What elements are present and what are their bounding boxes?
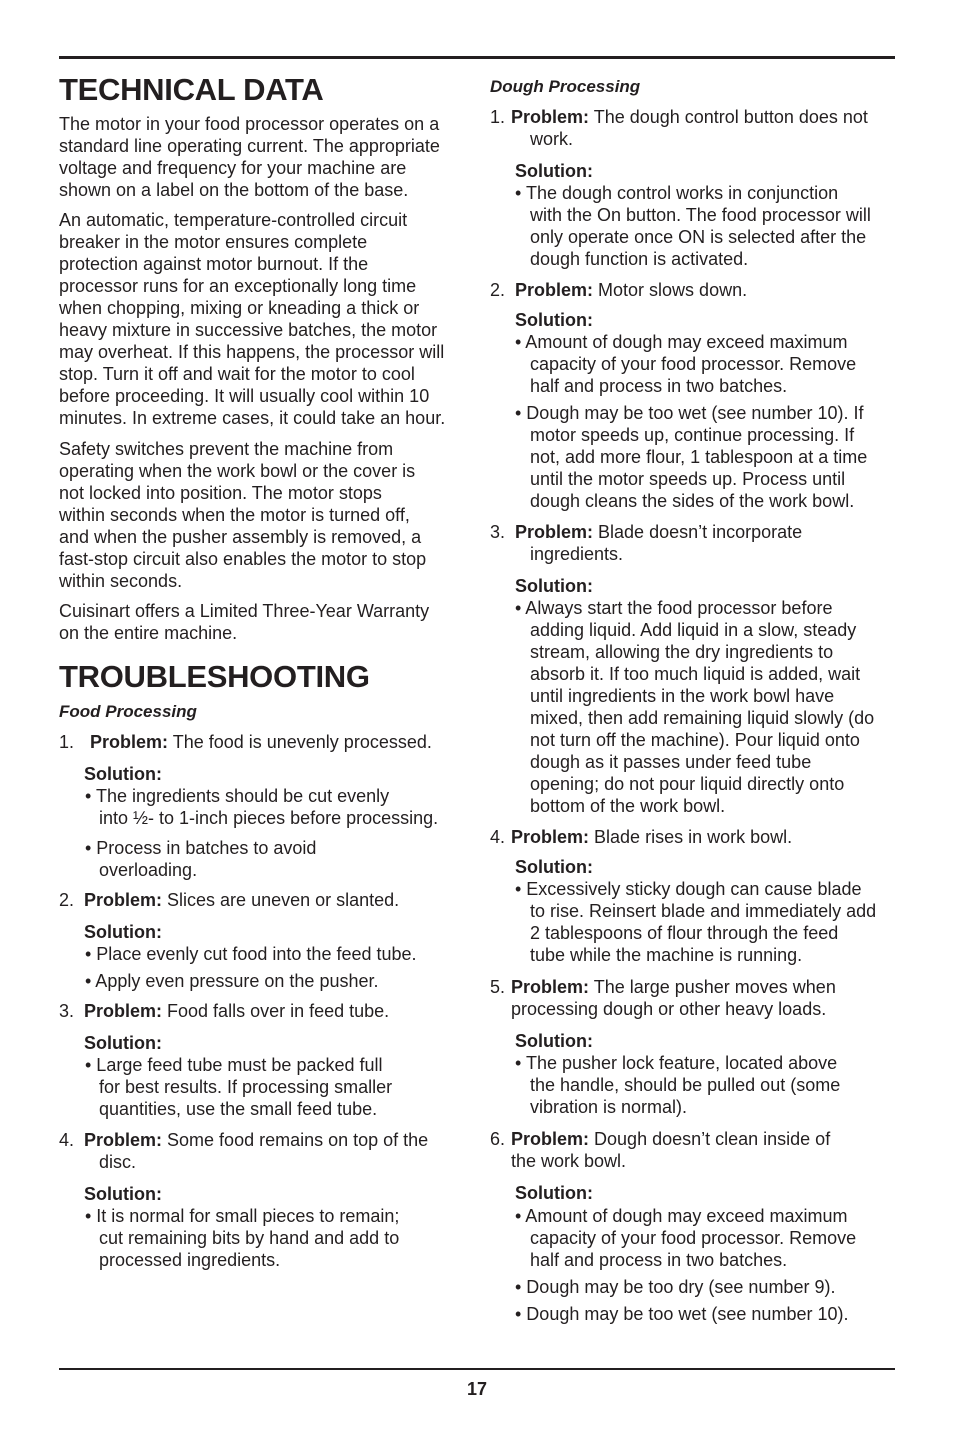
solution-bullet: • Dough may be too wet (see number 10). If bbox=[515, 403, 864, 423]
solution-line: processed ingredients. bbox=[99, 1250, 281, 1270]
text-line: Safety switches prevent the machine from bbox=[59, 439, 394, 459]
item-number: 3. bbox=[59, 1001, 75, 1021]
solution-line: until the motor speeds up. Process until bbox=[530, 469, 846, 489]
problem-text: Slices are uneven or slanted. bbox=[167, 890, 400, 910]
problem-text: The large pusher moves when bbox=[593, 977, 836, 997]
solution-bullet: • The ingredients should be cut evenly bbox=[85, 786, 390, 806]
item-number: 3. bbox=[490, 522, 506, 542]
text-line: heavy mixture in successive batches, the motor bbox=[59, 320, 438, 340]
dough-processing-heading: Dough Processing bbox=[490, 77, 641, 96]
text-line: An automatic, temperature-controlled circuit bbox=[59, 210, 408, 230]
text-line: within seconds when the motor is turned off, bbox=[59, 505, 410, 525]
solution-line: dough function is activated. bbox=[530, 249, 749, 269]
problem-label: Problem: bbox=[515, 522, 594, 542]
item-number: 1. bbox=[59, 732, 75, 752]
solution-label: Solution: bbox=[515, 576, 593, 596]
solution-line: opening; do not pour liquid directly onto bbox=[530, 774, 845, 794]
text-line: when chopping, mixing or kneading a thick or bbox=[59, 298, 420, 318]
item-number: 4. bbox=[59, 1130, 75, 1150]
solution-line: for best results. If processing smaller bbox=[99, 1077, 393, 1097]
solution-label: Solution: bbox=[515, 310, 593, 330]
item-number: 4. bbox=[490, 827, 506, 847]
solution-line: with the On button. The food processor will bbox=[530, 205, 871, 225]
solution-label: Solution: bbox=[84, 922, 162, 942]
solution-line: absorb it. If too much liquid is added, wait bbox=[530, 664, 861, 684]
text-line: operating when the work bowl or the cover is bbox=[59, 461, 416, 481]
problem-text: Food falls over in feed tube. bbox=[167, 1001, 390, 1021]
problem-label: Problem: bbox=[511, 1129, 590, 1149]
text-line: Cuisinart offers a Limited Three-Year Warranty bbox=[59, 601, 430, 621]
problem-line: work. bbox=[530, 129, 574, 149]
problem-line: disc. bbox=[99, 1152, 137, 1172]
solution-bullet: • Amount of dough may exceed maximum bbox=[515, 332, 848, 352]
item-number: 5. bbox=[490, 977, 506, 997]
solution-label: Solution: bbox=[515, 1183, 593, 1203]
solution-bullet: • Place evenly cut food into the feed tube. bbox=[85, 944, 417, 964]
solution-line: not turn off the machine). Pour liquid onto bbox=[530, 730, 860, 750]
solution-bullet: • Process in batches to avoid bbox=[85, 838, 317, 858]
solution-bullet: • The dough control works in conjunction bbox=[515, 183, 839, 203]
solution-bullet: • It is normal for small pieces to remain; bbox=[85, 1206, 400, 1226]
problem-text: The food is unevenly processed. bbox=[172, 732, 432, 752]
text-line: standard line operating current. The appropriate bbox=[59, 136, 440, 156]
solution-label: Solution: bbox=[84, 764, 162, 784]
solution-line: stream, allowing the dry ingredients to bbox=[530, 642, 834, 662]
text-line: The motor in your food processor operates on a bbox=[59, 114, 440, 134]
solution-bullet: • The pusher lock feature, located above bbox=[515, 1053, 838, 1073]
solution-bullet: • Apply even pressure on the pusher. bbox=[85, 971, 379, 991]
technical-data-title: TECHNICAL DATA bbox=[59, 72, 324, 107]
item-number: 1. bbox=[490, 107, 506, 127]
problem-label: Problem: bbox=[511, 827, 590, 847]
solution-line: motor speeds up, continue processing. If bbox=[530, 425, 855, 445]
problem-line: ingredients. bbox=[530, 544, 624, 564]
solution-line: into ½- to 1-inch pieces before processing. bbox=[99, 808, 439, 828]
problem-label: Problem: bbox=[515, 280, 594, 300]
problem-text: Dough doesn’t clean inside of bbox=[594, 1129, 831, 1149]
problem-label: Problem: bbox=[90, 732, 169, 752]
solution-line: vibration is normal). bbox=[530, 1097, 688, 1117]
solution-line: overloading. bbox=[99, 860, 198, 880]
solution-line: dough cleans the sides of the work bowl. bbox=[530, 491, 855, 511]
solution-bullet: • Dough may be too dry (see number 9). bbox=[515, 1277, 836, 1297]
solution-line: capacity of your food processor. Remove bbox=[530, 1228, 857, 1248]
solution-line: until ingredients in the work bowl have bbox=[530, 686, 835, 706]
text-line: protection against motor burnout. If the bbox=[59, 254, 369, 274]
problem-label: Problem: bbox=[84, 1130, 163, 1150]
problem-label: Problem: bbox=[511, 107, 590, 127]
solution-bullet: • Dough may be too wet (see number 10). bbox=[515, 1304, 849, 1324]
problem-line: the work bowl. bbox=[511, 1151, 627, 1171]
problem-label: Problem: bbox=[84, 1001, 163, 1021]
solution-label: Solution: bbox=[515, 161, 593, 181]
item-number: 2. bbox=[59, 890, 75, 910]
solution-label: Solution: bbox=[515, 857, 593, 877]
solution-line: to rise. Reinsert blade and immediately add bbox=[530, 901, 877, 921]
item-number: 6. bbox=[490, 1129, 506, 1149]
text-line: on the entire machine. bbox=[59, 623, 238, 643]
solution-label: Solution: bbox=[84, 1033, 162, 1053]
problem-label: Problem: bbox=[511, 977, 590, 997]
solution-bullet: • Excessively sticky dough can cause blade bbox=[515, 879, 862, 899]
troubleshooting-title: TROUBLESHOOTING bbox=[59, 659, 370, 694]
solution-line: bottom of the work bowl. bbox=[530, 796, 726, 816]
top-rule bbox=[59, 56, 895, 59]
solution-line: quantities, use the small feed tube. bbox=[99, 1099, 378, 1119]
text-line: voltage and frequency for your machine are bbox=[59, 158, 407, 178]
solution-line: mixed, then add remaining liquid slowly (do bbox=[530, 708, 875, 728]
problem-text: Motor slows down. bbox=[598, 280, 748, 300]
text-line: processor runs for an exceptionally long time bbox=[59, 276, 417, 296]
text-line: minutes. In extreme cases, it could take an hour. bbox=[59, 408, 446, 428]
problem-text: Blade rises in work bowl. bbox=[594, 827, 793, 847]
solution-line: capacity of your food processor. Remove bbox=[530, 354, 857, 374]
food-processing-heading: Food Processing bbox=[59, 702, 197, 721]
text-line: fast-stop circuit also enables the motor to stop bbox=[59, 549, 427, 569]
solution-line: half and process in two batches. bbox=[530, 1250, 788, 1270]
solution-line: not, add more flour, 1 tablespoon at a time bbox=[530, 447, 868, 467]
problem-text: Blade doesn’t incorporate bbox=[598, 522, 803, 542]
item-number: 2. bbox=[490, 280, 506, 300]
text-line: and when the pusher assembly is removed, a bbox=[59, 527, 422, 547]
solution-bullet: • Amount of dough may exceed maximum bbox=[515, 1206, 848, 1226]
solution-bullet: • Large feed tube must be packed full bbox=[85, 1055, 383, 1075]
solution-line: 2 tablespoons of flour through the feed bbox=[530, 923, 839, 943]
text-line: shown on a label on the bottom of the base. bbox=[59, 180, 409, 200]
problem-text: Some food remains on top of the bbox=[167, 1130, 429, 1150]
text-line: within seconds. bbox=[59, 571, 183, 591]
solution-line: cut remaining bits by hand and add to bbox=[99, 1228, 400, 1248]
text-line: stop. Turn it off and wait for the motor to cool bbox=[59, 364, 415, 384]
text-line: may overheat. If this happens, the processor will bbox=[59, 342, 445, 362]
solution-line: only operate once ON is selected after the bbox=[530, 227, 867, 247]
solution-line: dough as it passes under feed tube bbox=[530, 752, 812, 772]
problem-label: Problem: bbox=[84, 890, 163, 910]
text-line: breaker in the motor ensures complete bbox=[59, 232, 368, 252]
solution-label: Solution: bbox=[84, 1184, 162, 1204]
solution-line: the handle, should be pulled out (some bbox=[530, 1075, 841, 1095]
solution-line: half and process in two batches. bbox=[530, 376, 788, 396]
page-number: 17 bbox=[466, 1379, 488, 1399]
text-line: before proceeding. It will usually cool within 10 bbox=[59, 386, 430, 406]
solution-line: adding liquid. Add liquid in a slow, steady bbox=[530, 620, 857, 640]
solution-line: tube while the machine is running. bbox=[530, 945, 803, 965]
solution-label: Solution: bbox=[515, 1031, 593, 1051]
solution-bullet: • Always start the food processor before bbox=[515, 598, 833, 618]
problem-line: processing dough or other heavy loads. bbox=[511, 999, 827, 1019]
bottom-rule bbox=[59, 1368, 895, 1370]
text-line: not locked into position. The motor stops bbox=[59, 483, 382, 503]
problem-text: The dough control button does not bbox=[593, 107, 868, 127]
